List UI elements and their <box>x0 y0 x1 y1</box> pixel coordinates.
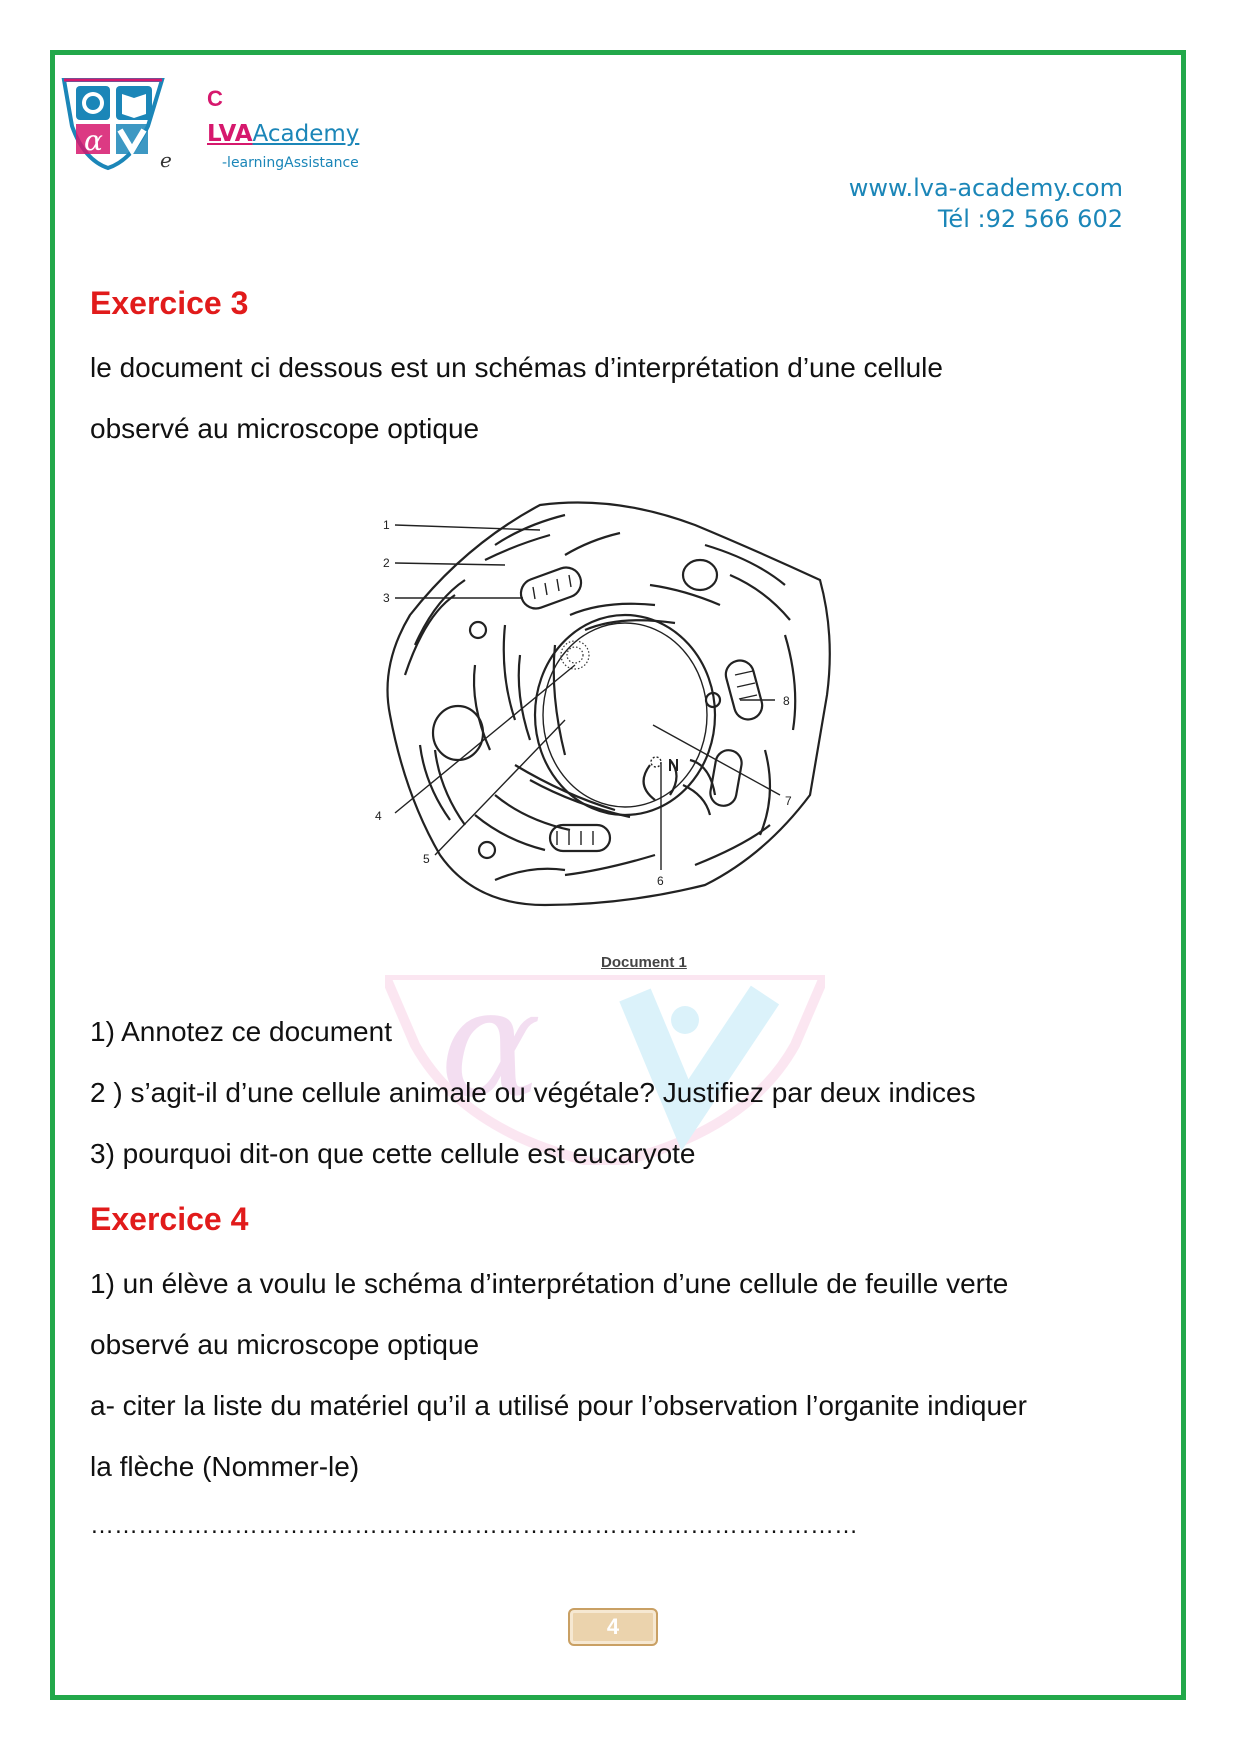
diagram-label-2: 2 <box>383 556 390 570</box>
diagram-label-1: 1 <box>383 518 390 532</box>
diagram-label-6: 6 <box>657 874 664 888</box>
diagram-label-5: 5 <box>423 852 430 866</box>
exercise-3-question-1: 1) Annotez ce document <box>90 1016 392 1047</box>
exercise-4-line3: a- citer la liste du matériel qu’il a utilisé pour l’observation l’organite indiquer <box>90 1390 1027 1421</box>
exercise-4-title: Exercice 4 <box>90 1201 249 1237</box>
diagram-label-8: 8 <box>783 694 790 708</box>
diagram-label-4: 4 <box>375 809 382 823</box>
logo-e-letter: e <box>160 148 172 172</box>
document-caption: Document 1 <box>601 954 687 971</box>
contact-block <box>849 173 1123 235</box>
exercise-4-line4: la flèche (Nommer-le) <box>90 1451 360 1482</box>
exercise-3-intro-line2: observé au microscope optique <box>90 413 480 444</box>
exercise-3-question-3: 3) pourquoi dit-on que cette cellule est eucaryote <box>90 1138 696 1169</box>
phone-number: Tél :92 566 602 <box>937 205 1123 233</box>
brand-tagline: -learningAssistance <box>222 155 359 171</box>
diagram-label-3: 3 <box>383 591 390 605</box>
diagram-label-7: 7 <box>785 794 792 808</box>
website-link[interactable]: www.lva-academy.com <box>848 174 1123 202</box>
brand-letter: C <box>207 86 223 111</box>
page-number: 4 <box>568 1608 658 1646</box>
brand-suffix: Academy <box>252 121 360 147</box>
brand-prefix: LVA <box>207 121 253 147</box>
exercise-3-title: Exercice 3 <box>90 285 249 321</box>
exercise-4-line1: 1) un élève a voulu le schéma d’interprétation d’une cellule de feuille verte <box>90 1268 1009 1299</box>
cell-diagram <box>365 495 885 925</box>
lva-logo-icon <box>58 76 170 172</box>
answer-dotted-line[interactable]: …………………………………………………………………………………… <box>90 1512 858 1539</box>
watermark-logo-icon <box>385 975 825 1165</box>
svg-text:α: α <box>440 975 542 1131</box>
exercise-3-question-2: 2 ) s’agit-il d’une cellule animale ou végétale? Justifiez par deux indices <box>90 1077 976 1108</box>
exercise-4-line2: observé au microscope optique <box>90 1329 480 1360</box>
brand-name <box>207 121 359 147</box>
svg-text:α: α <box>84 124 103 157</box>
exercise-3-intro-line1: le document ci dessous est un schémas d’interprétation d’une cellule <box>90 352 943 383</box>
